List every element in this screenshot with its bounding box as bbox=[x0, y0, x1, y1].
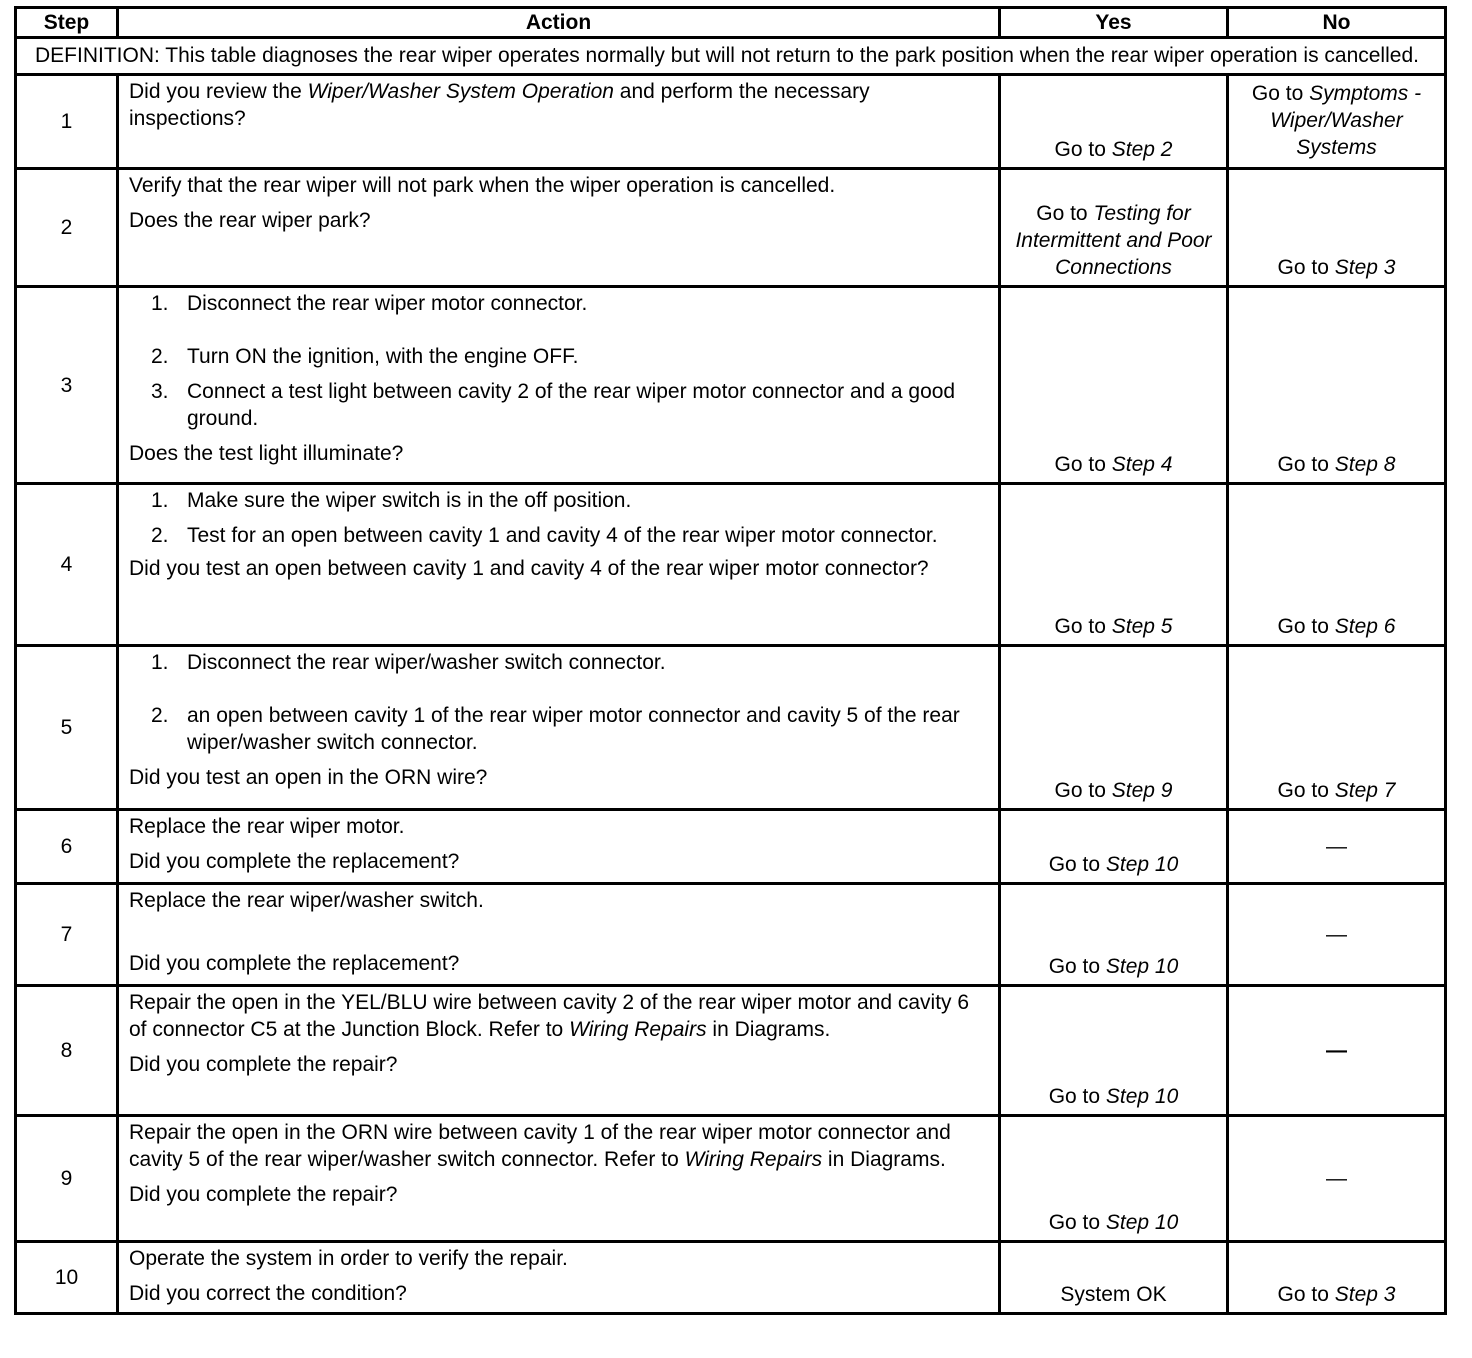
action-cell bbox=[118, 169, 1000, 287]
yes-cell: Go to Step 10 bbox=[1000, 884, 1228, 986]
table-row bbox=[16, 75, 1446, 169]
list-item: 3. Connect a test light between cavity 2 of the rear wiper motor connector and a good ground. bbox=[151, 380, 956, 430]
action-question: Does the test light illuminate? bbox=[129, 442, 404, 465]
table-row bbox=[16, 1242, 1446, 1314]
list-item: 2. Turn ON the ignition, with the engine OFF. bbox=[151, 345, 579, 368]
action-question: Did you complete the replacement? bbox=[129, 850, 460, 873]
action-text: Replace the rear wiper motor. bbox=[129, 815, 405, 838]
definition-text: DEFINITION: This table diagnoses the rear wiper operates normally but will not return to the park position when the rear wiper operation is cancelled. bbox=[16, 38, 1446, 75]
yes-cell: Go to Step 10 bbox=[1000, 1116, 1228, 1242]
list-item: 1. Make sure the wiper switch is in the off position. bbox=[151, 489, 632, 512]
yes-cell: Go to Step 10 bbox=[1000, 986, 1228, 1116]
list-item: 1. Disconnect the rear wiper/washer switch connector. bbox=[151, 651, 666, 674]
table-row bbox=[16, 810, 1446, 884]
header-step: Step bbox=[16, 8, 118, 38]
yes-cell: Go to Step 5 bbox=[1000, 484, 1228, 646]
no-cell: Go to Step 8 bbox=[1228, 287, 1446, 484]
yes-cell: System OK bbox=[1000, 1242, 1228, 1314]
step-number: 10 bbox=[16, 1242, 118, 1314]
step-number: 1 bbox=[16, 75, 118, 169]
yes-cell: Go to Step 2 bbox=[1000, 75, 1228, 169]
action-cell bbox=[118, 986, 1000, 1116]
table-row bbox=[16, 1116, 1446, 1242]
no-cell: — bbox=[1228, 810, 1446, 884]
action-question: Did you complete the repair? bbox=[129, 1053, 398, 1076]
no-cell: — bbox=[1228, 884, 1446, 986]
action-cell bbox=[118, 75, 1000, 169]
action-question: Did you complete the repair? bbox=[129, 1183, 398, 1206]
action-cell bbox=[118, 810, 1000, 884]
table-row bbox=[16, 484, 1446, 646]
table-row bbox=[16, 646, 1446, 810]
definition-row bbox=[16, 38, 1446, 75]
action-cell bbox=[118, 1242, 1000, 1314]
action-question: Did you test an open in the ORN wire? bbox=[129, 766, 488, 789]
no-cell: Go to Symptoms - Wiper/Washer Systems bbox=[1228, 75, 1446, 169]
action-text: Did you review the Wiper/Washer System Operation and perform the necessary inspections? bbox=[129, 80, 870, 130]
no-cell: Go to Step 7 bbox=[1228, 646, 1446, 810]
yes-cell: Go to Step 4 bbox=[1000, 287, 1228, 484]
no-cell: Go to Step 3 bbox=[1228, 1242, 1446, 1314]
list-item: 2. Test for an open between cavity 1 and cavity 4 of the rear wiper motor connector. bbox=[151, 524, 938, 547]
action-text: Verify that the rear wiper will not park when the wiper operation is cancelled. bbox=[129, 174, 836, 197]
header-no: No bbox=[1228, 8, 1446, 38]
action-text: Replace the rear wiper/washer switch. bbox=[129, 889, 484, 912]
header-yes: Yes bbox=[1000, 8, 1228, 38]
step-number: 6 bbox=[16, 810, 118, 884]
header-action: Action bbox=[118, 8, 1000, 38]
action-question: Did you correct the condition? bbox=[129, 1282, 407, 1305]
action-question: Does the rear wiper park? bbox=[129, 209, 371, 232]
no-cell: — bbox=[1228, 986, 1446, 1116]
list-item: 1. Disconnect the rear wiper motor connector. bbox=[151, 292, 588, 315]
step-number: 3 bbox=[16, 287, 118, 484]
diagnostic-table bbox=[14, 6, 1447, 1315]
table-row bbox=[16, 986, 1446, 1116]
yes-cell: Go to Step 10 bbox=[1000, 810, 1228, 884]
table-row bbox=[16, 169, 1446, 287]
step-number: 7 bbox=[16, 884, 118, 986]
step-number: 8 bbox=[16, 986, 118, 1116]
action-question: Did you test an open between cavity 1 and cavity 4 of the rear wiper motor connector? bbox=[129, 557, 929, 580]
yes-cell: Go to Step 9 bbox=[1000, 646, 1228, 810]
no-cell: Go to Step 3 bbox=[1228, 169, 1446, 287]
step-number: 5 bbox=[16, 646, 118, 810]
no-cell: Go to Step 6 bbox=[1228, 484, 1446, 646]
action-text: Repair the open in the ORN wire between cavity 1 of the rear wiper motor connector and cavity 5 of the rear wiper/washer switch connector. Refer to Wiring Repairs in Diagrams. bbox=[129, 1121, 951, 1171]
list-item: 2. an open between cavity 1 of the rear wiper motor connector and cavity 5 of the rear wiper/washer switch connector. bbox=[151, 704, 960, 754]
action-cell bbox=[118, 1116, 1000, 1242]
step-number: 4 bbox=[16, 484, 118, 646]
action-cell bbox=[118, 884, 1000, 986]
yes-cell: Go to Testing for Intermittent and Poor Connections bbox=[1000, 169, 1228, 287]
action-text: Repair the open in the YEL/BLU wire between cavity 2 of the rear wiper motor and cavity 6 of connector C5 at the Junction Block. Refer to Wiring Repairs in Diagrams. bbox=[129, 991, 970, 1041]
action-text: Operate the system in order to verify the repair. bbox=[129, 1247, 568, 1270]
action-cell bbox=[118, 287, 1000, 484]
step-number: 2 bbox=[16, 169, 118, 287]
action-cell bbox=[118, 484, 1000, 646]
action-cell bbox=[118, 646, 1000, 810]
table-row bbox=[16, 287, 1446, 484]
header-row bbox=[16, 8, 1446, 38]
step-number: 9 bbox=[16, 1116, 118, 1242]
no-cell: — bbox=[1228, 1116, 1446, 1242]
table-row bbox=[16, 884, 1446, 986]
action-question: Did you complete the replacement? bbox=[129, 952, 460, 975]
